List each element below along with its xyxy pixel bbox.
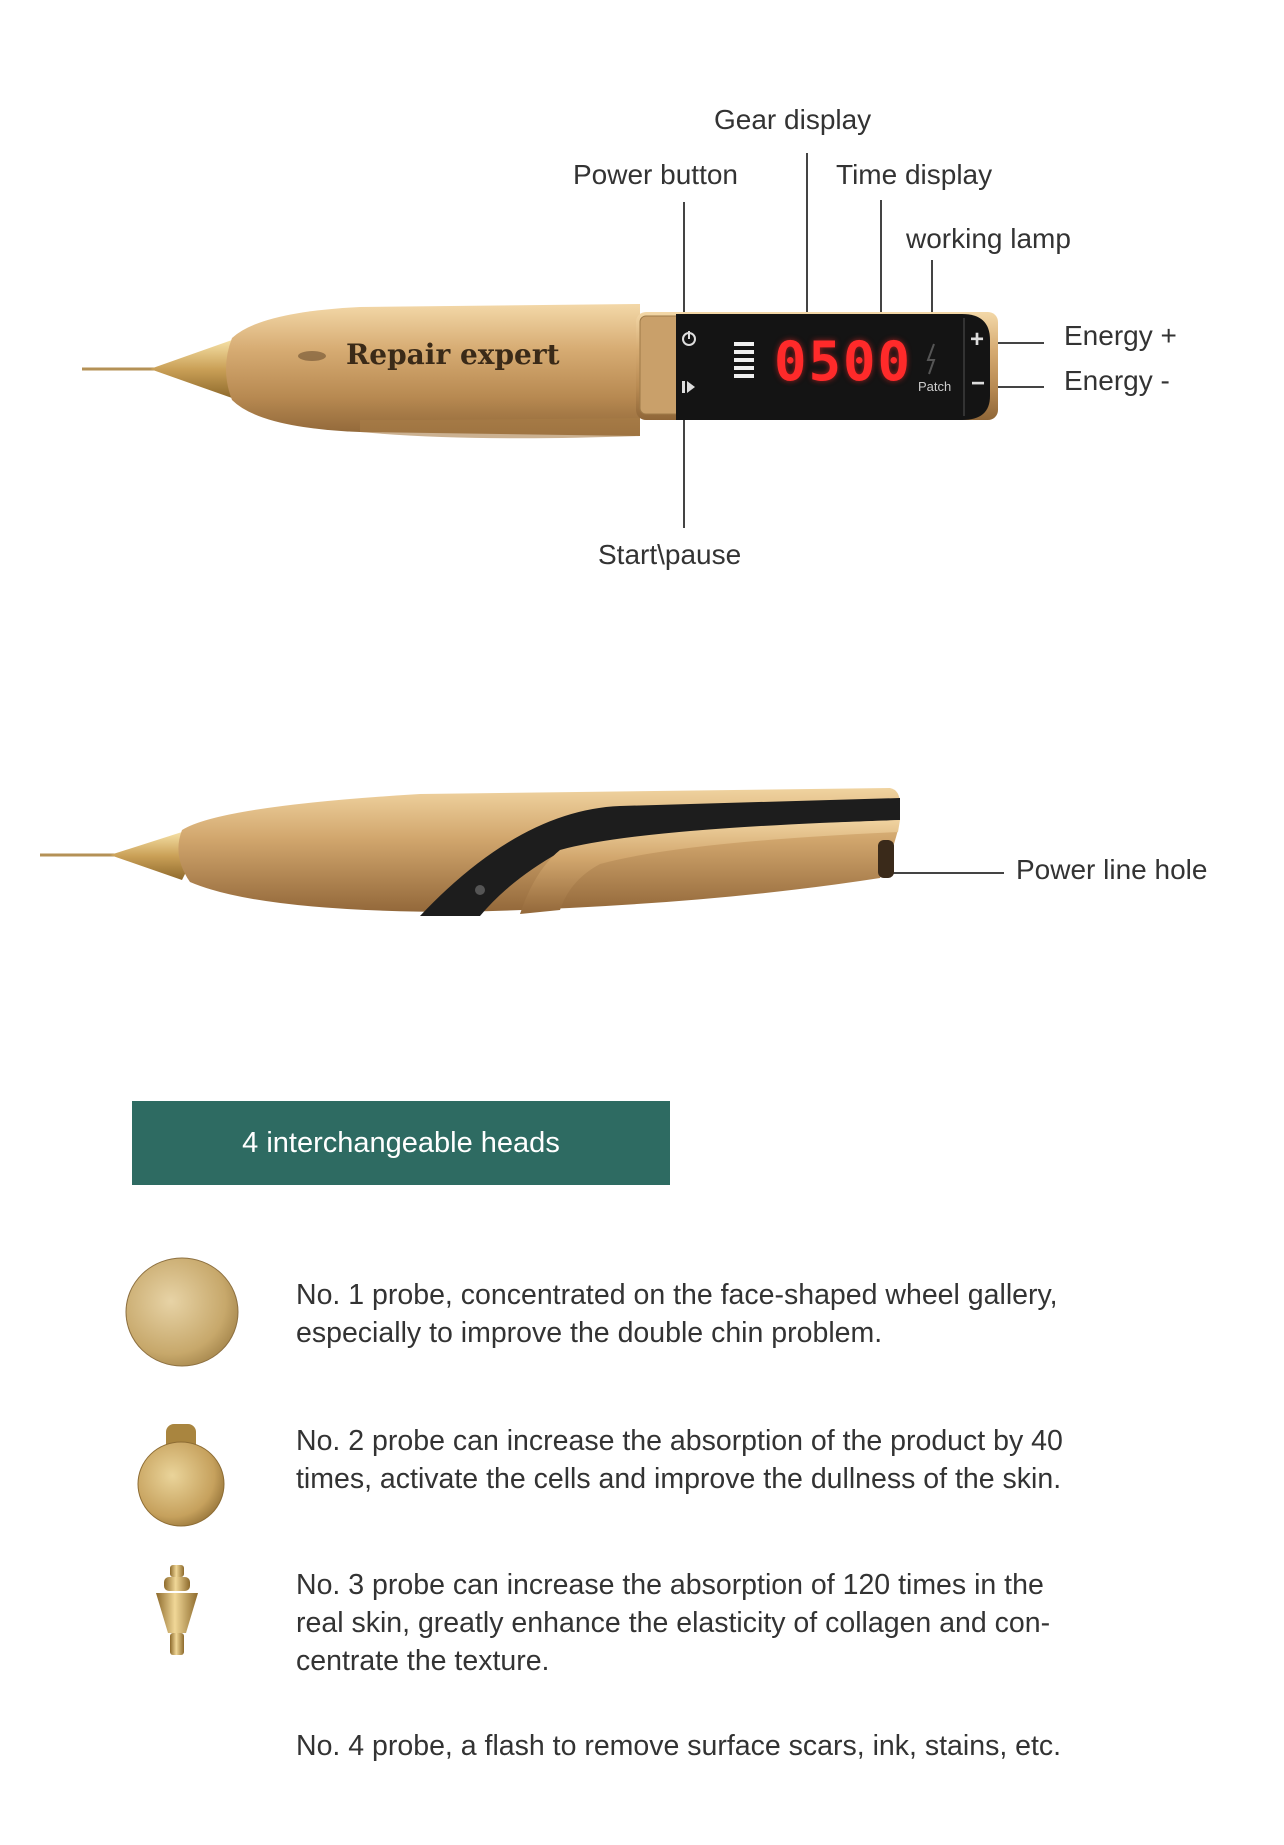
heads-banner: 4 interchangeable heads <box>132 1101 670 1185</box>
probe-1-icon <box>122 1255 242 1375</box>
probe-3-line-3: centrate the texture. <box>296 1645 550 1677</box>
time-display-label: Time display <box>836 159 993 190</box>
probe-4-line-1: No. 4 probe, a flash to remove surface scars, ink, stains, etc. <box>296 1730 1062 1762</box>
power-line-hole-label: Power line hole <box>1016 854 1208 885</box>
energy-plus-button[interactable]: + <box>970 326 985 353</box>
probe-3-line-1: No. 3 probe can increase the absorption of 120 times in the <box>296 1569 1044 1601</box>
working-lamp-label: working lamp <box>906 223 1071 254</box>
probe-2-icon <box>126 1418 236 1528</box>
start-pause-label: Start\pause <box>598 539 742 570</box>
probe-1-line-1: No. 1 probe, concentrated on the face-shaped wheel gallery, <box>296 1279 1058 1311</box>
power-button-label: Power button <box>573 159 738 190</box>
probe-2-description <box>296 1422 1196 1498</box>
probe-2-line-1: No. 2 probe can increase the absorption of the product by 40 <box>296 1425 1063 1457</box>
probe-1-line-2: especially to improve the double chin problem. <box>296 1317 883 1349</box>
probe-3-line-2: real skin, greatly enhance the elasticity of collagen and con- <box>296 1607 1051 1639</box>
energy-minus-label: Energy - <box>1064 365 1170 396</box>
energy-plus-label: Energy + <box>1064 320 1177 351</box>
gear-display-label: Gear display <box>714 104 872 135</box>
probe-3-description <box>296 1566 1196 1680</box>
probe-1-description <box>296 1276 1196 1352</box>
time-display-readout: 0500 <box>774 330 913 393</box>
pen-side-view <box>0 770 1284 970</box>
pen-front-view <box>0 0 1284 500</box>
probe-4-description <box>296 1727 1196 1765</box>
energy-minus-button[interactable]: − <box>971 370 986 397</box>
patch-label: Patch <box>918 379 952 394</box>
brand-text: Repair expert <box>346 338 560 371</box>
probe-2-line-2: times, activate the cells and improve the dullness of the skin. <box>296 1463 1062 1495</box>
probe-3-icon <box>142 1563 212 1663</box>
